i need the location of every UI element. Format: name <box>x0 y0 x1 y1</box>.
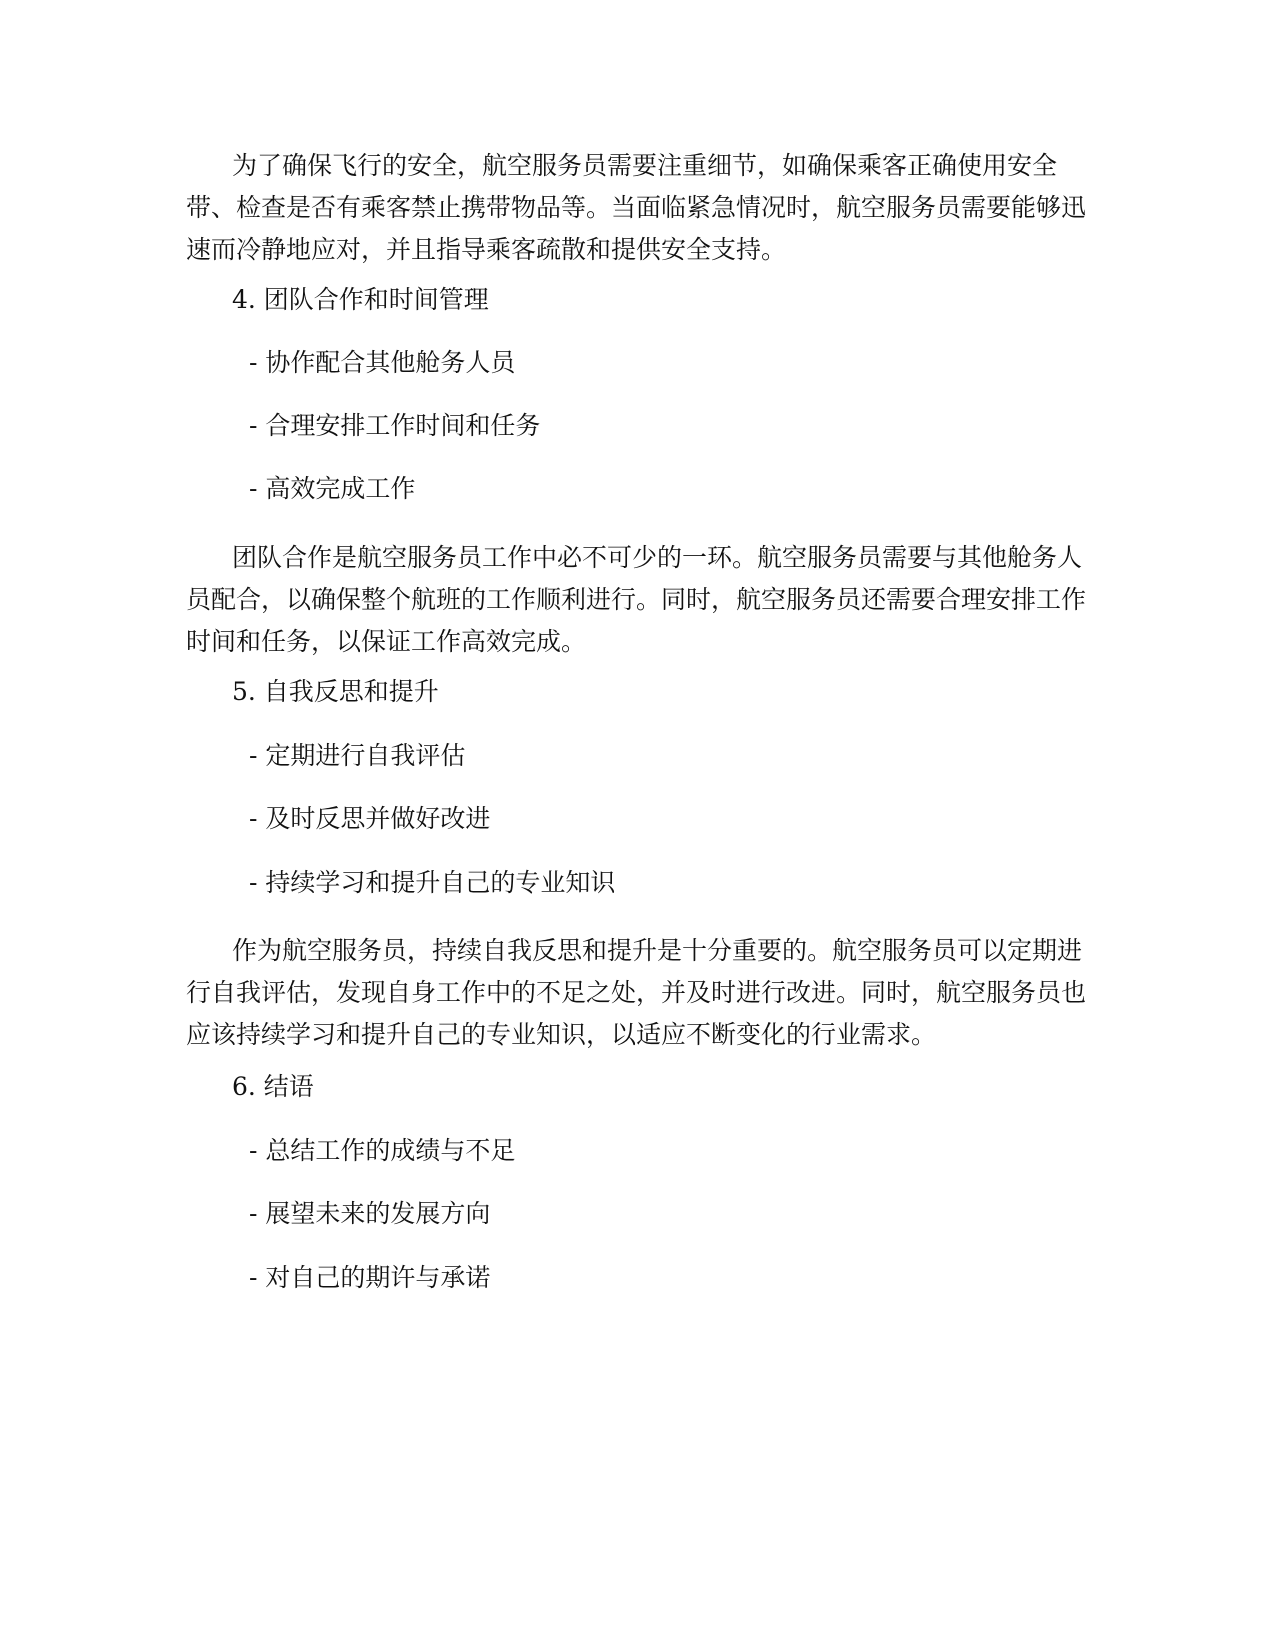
bullet-item: - 定期进行自我评估 <box>249 741 466 770</box>
paragraph-reflection: 作为航空服务员，持续自我反思和提升是十分重要的。航空服务员可以定期进行自我评估，发现自身工作中的不足之处，并及时进行改进。同时，航空服务员也应该持续学习和提升自己的专业知识，以适应不断变化的行业需求。 <box>186 936 1087 1049</box>
bullet-item: - 高效完成工作 <box>249 474 416 503</box>
bullet-item: - 合理安排工作时间和任务 <box>249 411 541 440</box>
bullet-item: - 展望未来的发展方向 <box>249 1199 491 1228</box>
section-heading-teamwork: 4. 团队合作和时间管理 <box>232 285 489 314</box>
paragraph-safety: 为了确保飞行的安全，航空服务员需要注重细节，如确保乘客正确使用安全带、检查是否有乘客禁止携带物品等。当面临紧急情况时，航空服务员需要能够迅速而冷静地应对，并且指导乘客疏散和提供安全支持。 <box>186 151 1087 264</box>
bullet-item: - 及时反思并做好改进 <box>249 804 491 833</box>
section-heading-reflection: 5. 自我反思和提升 <box>232 677 439 706</box>
section-heading-conclusion: 6. 结语 <box>232 1072 314 1101</box>
paragraph-teamwork: 团队合作是航空服务员工作中必不可少的一环。航空服务员需要与其他舱务人员配合，以确保整个航班的工作顺利进行。同时，航空服务员还需要合理安排工作时间和任务，以保证工作高效完成。 <box>186 543 1087 656</box>
bullet-item: - 持续学习和提升自己的专业知识 <box>249 868 616 897</box>
bullet-item: - 对自己的期许与承诺 <box>249 1263 491 1292</box>
bullet-item: - 协作配合其他舱务人员 <box>249 348 516 377</box>
bullet-item: - 总结工作的成绩与不足 <box>249 1136 516 1165</box>
